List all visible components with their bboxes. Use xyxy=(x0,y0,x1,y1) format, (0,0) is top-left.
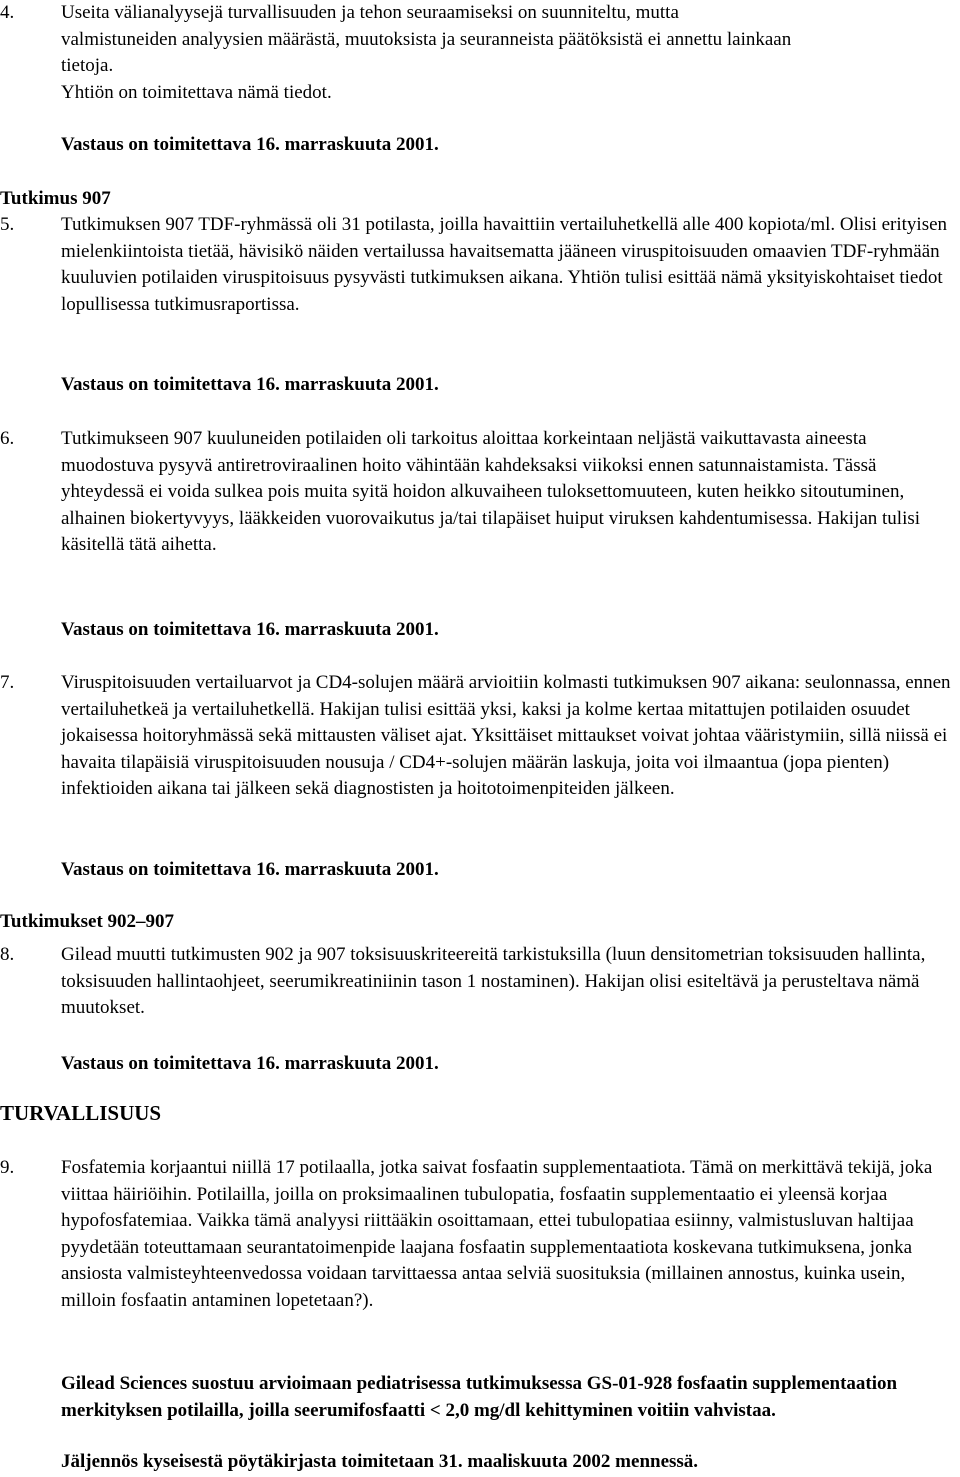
reply-deadline: Vastaus on toimitettava 16. marraskuuta 2001. xyxy=(61,1053,439,1074)
item-6 xyxy=(0,426,960,559)
item-text: Viruspitoisuuden vertailuarvot ja CD4-solujen määrä arvioitiin kolmasti tutkimuksen 907 aikana: seulonnassa, ennen vertailuhetkeä ja vertailuhetkellä. Hakijan tulisi esittää yksi, kaksi ja kolme kertaa mitattujen potilaiden osuudet jokaisessa hoitoryhmässä sekä mittausten väliset ajat. Yksittäiset mittaukset voivat johtaa vääristymiin, sillä niissä ei havaita tilapäisiä viruspitoisuuden nousuja / CD4+-solujen määrän laskuja, joita voi ilmaantua (jopa pienten) infektioiden aikana tai jälkeen sekä diagnostisten ja hoitotoimenpiteiden jälkeen. xyxy=(61,672,951,799)
item-number: 4. xyxy=(0,2,15,23)
item-number: 9. xyxy=(0,1157,15,1178)
item-5 xyxy=(0,212,960,318)
item-text: Tutkimuksen 907 TDF-ryhmässä oli 31 potilasta, joilla havaittiin vertailuhetkellä alle 400 kopiota/ml. Olisi erityisen mielenkiintoista tietää, hävisikö näiden vertailussa havaitsematta jääneen viruspitoisuuden omaavien TDF-ryhmään kuuluvien potilaiden viruspitoisuus pysyvästi tutkimuksen aikana. Yhtiön tulisi esittää nämä yksityiskohtaiset tiedot lopullisessa tutkimusraportissa. xyxy=(61,214,948,315)
commitment-text: Gilead Sciences suostuu arvioimaan pediatrisessa tutkimuksessa GS-01-928 fosfaatin supplementaation merkityksen potilailla, joilla seerumifosfaatti < 2,0 mg/dl kehittyminen voitiin vahvistaa. xyxy=(61,1373,898,1421)
item-text: Fosfatemia korjaantui niillä 17 potilaalla, jotka saivat fosfaatin supplementaatiota. Tämä on merkittävä tekijä, joka viittaa häiriöihin. Potilailla, joilla on proksimaalinen tubulopatia, fosfaatin supplementaatio ei yleensä korjaa hypofosfatemiaa. Vaikka tämä analyysi riittääkin osoittamaan, ettei tubulopatiaa esiinny, valmistusluvan haltijaa pyydetään toteuttamaan seurantatoimenpide laajana fosfaatin supplementaatiota koskevana tutkimuksena, jonka ansiosta valmisteyhteenvedossa voidaan tarvittaessa antaa selviä suosituksia (millainen annostus, kuinka usein, milloin fosfaatin antaminen lopetetaan?). xyxy=(61,1157,933,1311)
item-number: 8. xyxy=(0,944,15,965)
reply-deadline: Vastaus on toimitettava 16. marraskuuta 2001. xyxy=(61,859,439,880)
item-number: 6. xyxy=(0,428,15,449)
heading-study-907: Tutkimus 907 xyxy=(0,188,111,209)
heading-studies-902-907: Tutkimukset 902–907 xyxy=(0,911,175,932)
item-9 xyxy=(0,1155,960,1314)
item-4 xyxy=(0,0,960,106)
reply-deadline: Vastaus on toimitettava 16. marraskuuta 2001. xyxy=(61,619,439,640)
item-line: Useita välianalyysejä turvallisuuden ja tehon seuraamiseksi on suunniteltu, mutta xyxy=(61,2,679,23)
item-text: Tutkimukseen 907 kuuluneiden potilaiden oli tarkoitus aloittaa korkeintaan neljästä vaikuttavasta aineesta muodostuva pysyvä antiretroviraalinen hoito vähintään kahdeksaksi viikoksi ennen satunnaistamista. Tässä yhteydessä ei voida sulkea pois muita syitä hoidon alkuvaiheen tuloksettomuuteen, kuten heikko sitoutuminen, alhainen biokertyvyys, lääkkeiden vuorovaikutus ja/tai tilapäiset huiput viruksen kahdentumisessa. Hakijan tulisi käsitellä tätä aihetta. xyxy=(61,428,921,555)
heading-safety: TURVALLISUUS xyxy=(0,1101,162,1125)
final-note-text: Jäljennös kyseisestä pöytäkirjasta toimitetaan 31. maaliskuuta 2002 mennessä. xyxy=(61,1451,699,1472)
item-number: 7. xyxy=(0,672,15,693)
commitment-block xyxy=(0,1371,960,1424)
item-line: valmistuneiden analyysien määrästä, muutoksista ja seuranneista päätöksistä ei annettu lainkaan xyxy=(61,28,792,50)
item-7 xyxy=(0,670,960,803)
item-number: 5. xyxy=(0,214,15,235)
item-text xyxy=(61,0,954,106)
item-8 xyxy=(0,942,960,1022)
reply-deadline: Vastaus on toimitettava 16. marraskuuta 2001. xyxy=(61,134,439,155)
item-text: Gilead muutti tutkimusten 902 ja 907 toksisuuskriteereitä tarkistuksilla (luun densitometrian toksisuuden hallinta, toksisuuden hallintaohjeet, seerumikreatiniinin tason 1 nostaminen). Hakijan olisi esiteltävä ja perusteltava nämä muutokset. xyxy=(61,944,926,1018)
final-note-block xyxy=(0,1449,960,1476)
item-line: tietoja. xyxy=(61,55,114,76)
item-line: Yhtiön on toimitettava nämä tiedot. xyxy=(61,81,332,103)
reply-deadline: Vastaus on toimitettava 16. marraskuuta 2001. xyxy=(61,374,439,395)
